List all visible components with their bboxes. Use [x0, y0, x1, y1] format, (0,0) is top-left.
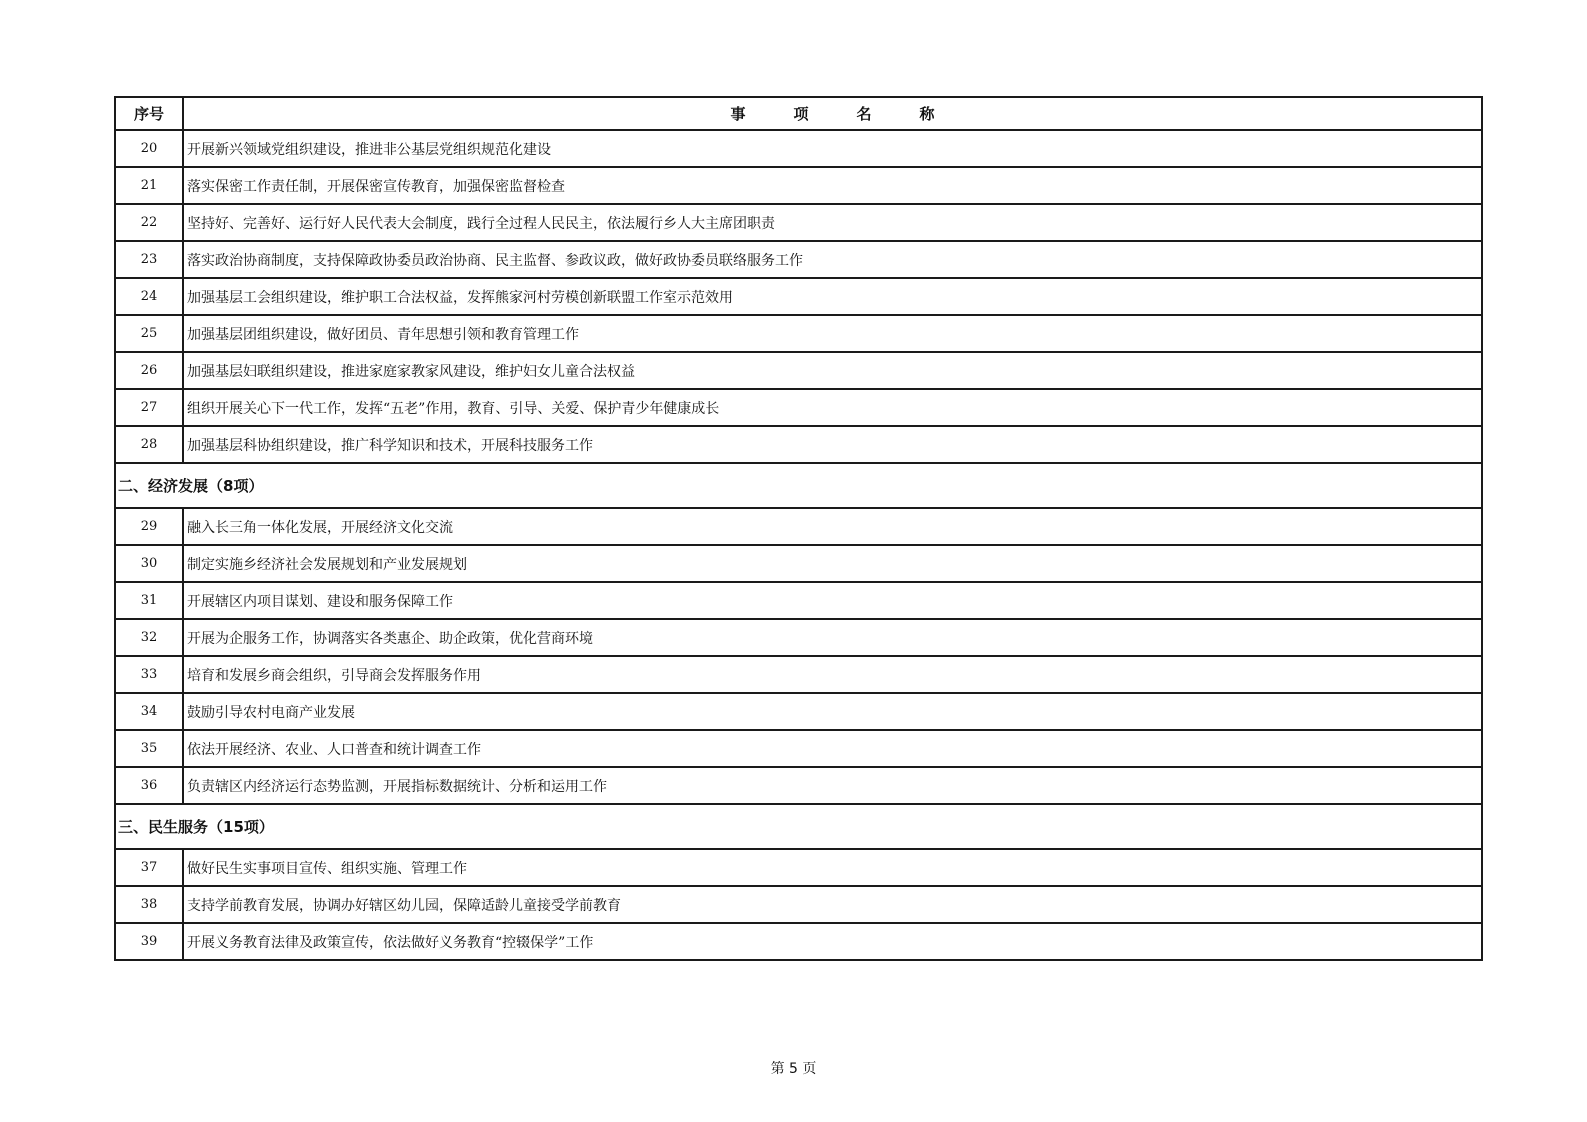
table-row [115, 352, 1482, 389]
table-row [115, 389, 1482, 426]
row-number: 25 [115, 315, 183, 352]
row-text: 加强基层妇联组织建设，推进家庭家教家风建设，维护妇女儿童合法权益 [183, 352, 1482, 389]
row-number: 30 [115, 545, 183, 582]
header-name: 事项名称 [183, 97, 1482, 130]
row-text: 加强基层团组织建设，做好团员、青年思想引领和教育管理工作 [183, 315, 1482, 352]
row-text: 支持学前教育发展，协调办好辖区幼儿园，保障适龄儿童接受学前教育 [183, 886, 1482, 923]
row-number: 35 [115, 730, 183, 767]
row-text: 培育和发展乡商会组织，引导商会发挥服务作用 [183, 656, 1482, 693]
row-text: 开展辖区内项目谋划、建设和服务保障工作 [183, 582, 1482, 619]
table-row [115, 204, 1482, 241]
table-row [115, 886, 1482, 923]
row-number: 33 [115, 656, 183, 693]
section-heading-economy: 二、经济发展（8项） [115, 463, 1482, 508]
row-text: 制定实施乡经济社会发展规划和产业发展规划 [183, 545, 1482, 582]
row-text: 融入长三角一体化发展，开展经济文化交流 [183, 508, 1482, 545]
row-text: 落实政治协商制度，支持保障政协委员政治协商、民主监督、参政议政，做好政协委员联络服务工作 [183, 241, 1482, 278]
table-row [115, 582, 1482, 619]
table-row [115, 849, 1482, 886]
row-text: 落实保密工作责任制，开展保密宣传教育，加强保密监督检查 [183, 167, 1482, 204]
table-row [115, 426, 1482, 463]
row-text: 依法开展经济、农业、人口普查和统计调查工作 [183, 730, 1482, 767]
row-text: 加强基层科协组织建设，推广科学知识和技术，开展科技服务工作 [183, 426, 1482, 463]
row-number: 23 [115, 241, 183, 278]
row-number: 39 [115, 923, 183, 960]
row-number: 27 [115, 389, 183, 426]
table-row [115, 167, 1482, 204]
table-row [115, 693, 1482, 730]
table-row [115, 730, 1482, 767]
table-row [115, 619, 1482, 656]
section-heading-livelihood: 三、民生服务（15项） [115, 804, 1482, 849]
table-row [115, 315, 1482, 352]
row-number: 36 [115, 767, 183, 804]
table-row [115, 545, 1482, 582]
row-text: 坚持好、完善好、运行好人民代表大会制度，践行全过程人民民主，依法履行乡人大主席团职责 [183, 204, 1482, 241]
row-text: 加强基层工会组织建设，维护职工合法权益，发挥熊家河村劳模创新联盟工作室示范效用 [183, 278, 1482, 315]
row-text: 开展新兴领域党组织建设，推进非公基层党组织规范化建设 [183, 130, 1482, 167]
row-text: 做好民生实事项目宣传、组织实施、管理工作 [183, 849, 1482, 886]
table-row [115, 656, 1482, 693]
row-text: 鼓励引导农村电商产业发展 [183, 693, 1482, 730]
table-row [115, 508, 1482, 545]
page-number: 第 5 页 [770, 1061, 817, 1077]
row-number: 31 [115, 582, 183, 619]
table-row [115, 278, 1482, 315]
row-number: 37 [115, 849, 183, 886]
row-text: 组织开展关心下一代工作，发挥“五老”作用，教育、引导、关爱、保护青少年健康成长 [183, 389, 1482, 426]
table-row [115, 767, 1482, 804]
header-number: 序号 [115, 97, 183, 130]
row-number: 26 [115, 352, 183, 389]
row-text: 开展义务教育法律及政策宣传，依法做好义务教育“控辍保学”工作 [183, 923, 1482, 960]
section-heading-row [115, 463, 1482, 508]
row-text: 开展为企服务工作，协调落实各类惠企、助企政策，优化营商环境 [183, 619, 1482, 656]
table-header-row [115, 97, 1482, 130]
table-row [115, 923, 1482, 960]
matters-table [114, 96, 1483, 961]
row-number: 20 [115, 130, 183, 167]
row-number: 28 [115, 426, 183, 463]
table-row [115, 241, 1482, 278]
row-text: 负责辖区内经济运行态势监测，开展指标数据统计、分析和运用工作 [183, 767, 1482, 804]
row-number: 32 [115, 619, 183, 656]
row-number: 22 [115, 204, 183, 241]
row-number: 21 [115, 167, 183, 204]
row-number: 38 [115, 886, 183, 923]
table-row [115, 130, 1482, 167]
row-number: 29 [115, 508, 183, 545]
row-number: 24 [115, 278, 183, 315]
section-heading-row [115, 804, 1482, 849]
row-number: 34 [115, 693, 183, 730]
